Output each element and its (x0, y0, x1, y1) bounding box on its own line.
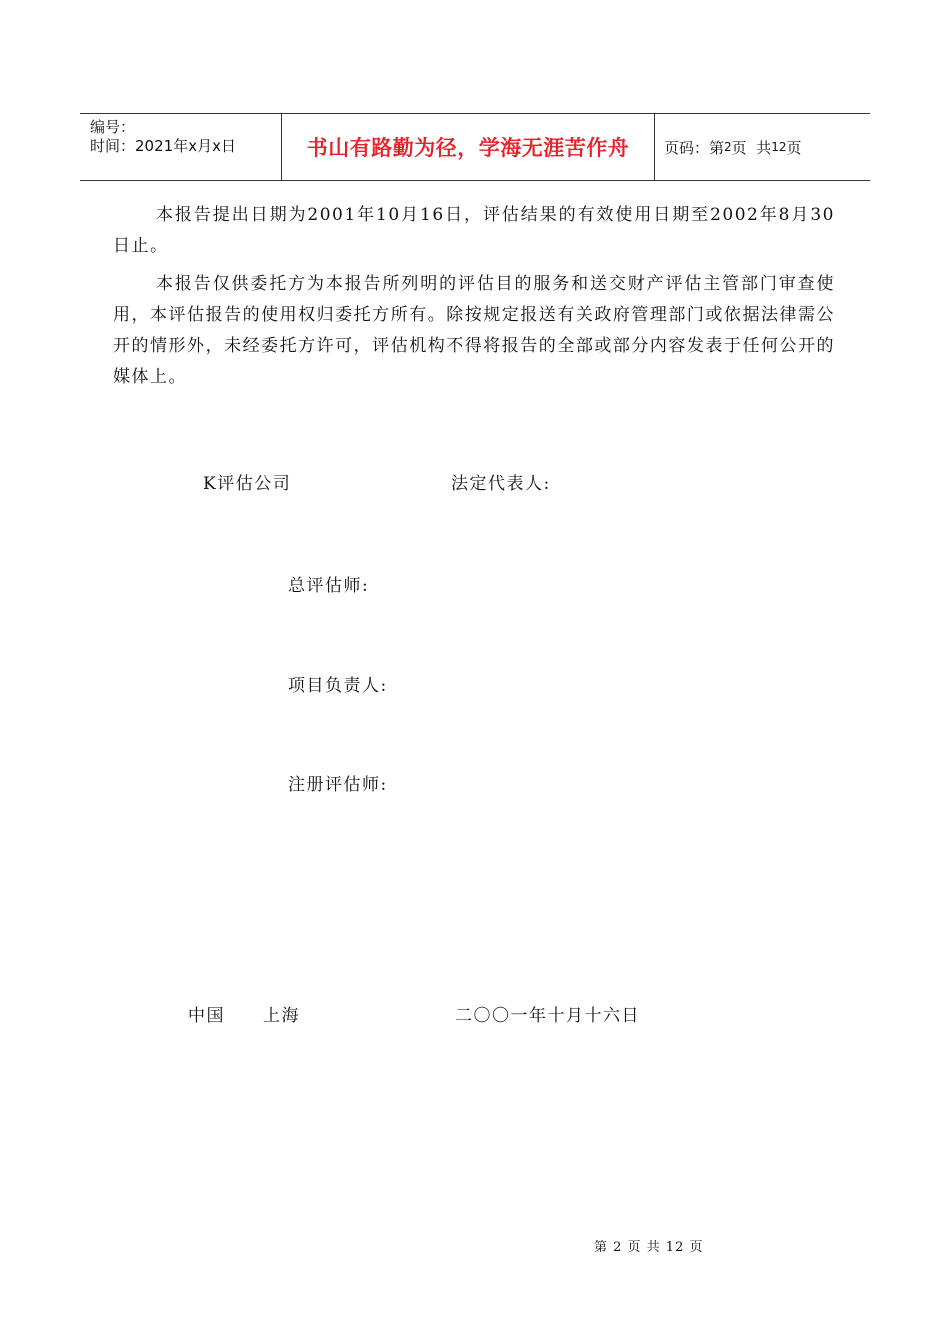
closing-date: 二〇〇一年十月十六日 (455, 1006, 640, 1026)
page-end: 页 (786, 138, 802, 157)
company-name: K评估公司 (203, 474, 292, 494)
legal-representative-label: 法定代表人: (451, 474, 551, 494)
page-header (80, 113, 870, 181)
page-label: 页码：第 (664, 138, 725, 157)
closing-city: 上海 (263, 1006, 300, 1026)
header-meta (80, 114, 282, 180)
chief-appraiser-label: 总评估师: (288, 576, 370, 596)
document-number-label: 编号： (90, 118, 136, 136)
time-value: 2021年x月x日 (135, 137, 236, 155)
page-mid: 页 共 (731, 138, 772, 157)
paragraph-validity-date: 本报告提出日期为2001年10月16日，评估结果的有效使用日期至2002年8月30日止。 (113, 205, 835, 256)
page-total: 12 (771, 140, 787, 154)
paragraph-usage-restriction: 本报告仅供委托方为本报告所列明的评估目的服务和送交财产评估主管部门审查使用，本评估报告的使用权归委托方所有。除按规定报送有关政府管理部门或依据法律需公开的情形外，未经委托方许可，评估机构不得将报告的全部或部分内容发表于任何公开的媒体上。 (113, 274, 835, 387)
document-time (90, 137, 281, 156)
page-current: 2 (724, 140, 732, 154)
registered-appraiser-label: 注册评估师: (288, 775, 388, 795)
closing-country: 中国 (188, 1006, 225, 1026)
page-footer: 第 2 页 共 12 页 (594, 1240, 704, 1255)
header-page-indicator (655, 114, 870, 180)
header-motto: 书山有路勤为径，学海无涯苦作舟 (282, 114, 655, 180)
project-lead-label: 项目负责人: (288, 676, 388, 696)
time-label: 时间： (90, 137, 136, 155)
